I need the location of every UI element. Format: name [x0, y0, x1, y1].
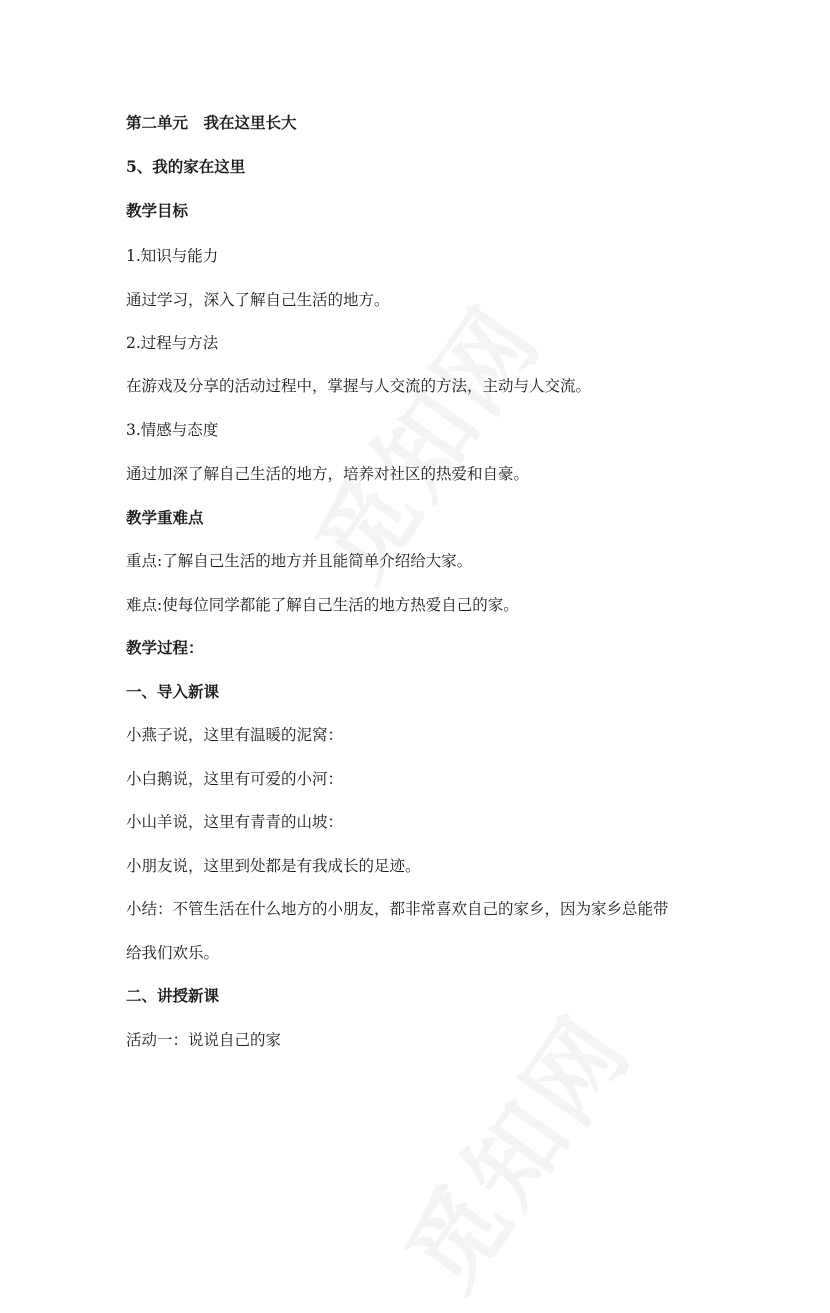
- objective-1-heading: 1.知识与能力: [126, 247, 219, 265]
- unit-title: 第二单元 我在这里长大: [126, 113, 297, 132]
- activity-1: 活动一：说说自己的家: [126, 1031, 282, 1049]
- difficult-point: 难点:使每位同学都能了解自己生活的地方热爱自己的家。: [126, 596, 519, 614]
- objective-3-heading: 3.情感与态度: [126, 421, 219, 439]
- lesson-title: 5、我的家在这里: [126, 157, 246, 176]
- objective-3-text: 通过加深了解自己生活的地方，培养对社区的热爱和自豪。: [126, 465, 530, 483]
- objective-1-text: 通过学习，深入了解自己生活的地方。: [126, 291, 390, 309]
- section-2-heading: 二、讲授新课: [126, 986, 220, 1005]
- intro-line-2: 小白鹅说，这里有可爱的小河：: [126, 770, 344, 788]
- section-1-heading: 一、导入新课: [126, 682, 220, 701]
- summary-line-2: 给我们欢乐。: [126, 944, 220, 962]
- process-heading: 教学过程：: [126, 638, 204, 657]
- objective-2-heading: 2.过程与方法: [126, 334, 219, 352]
- summary-line-1: 小结：不管生活在什么地方的小朋友，都非常喜欢自己的家乡，因为家乡总能带: [126, 900, 669, 918]
- key-point: 重点:了解自己生活的地方并且能简单介绍给大家。: [126, 552, 473, 570]
- objective-2-text: 在游戏及分享的活动过程中，掌握与人交流的方法，主动与人交流。: [126, 377, 592, 395]
- intro-line-1: 小燕子说，这里有温暖的泥窝：: [126, 726, 344, 744]
- watermark-bottom: [369, 984, 657, 1313]
- intro-line-4: 小朋友说，这里到处都是有我成长的足迹。: [126, 857, 421, 875]
- keypoints-heading: 教学重难点: [126, 508, 204, 527]
- intro-line-3: 小山羊说，这里有青青的山坡：: [126, 813, 344, 831]
- objectives-heading: 教学目标: [126, 201, 189, 220]
